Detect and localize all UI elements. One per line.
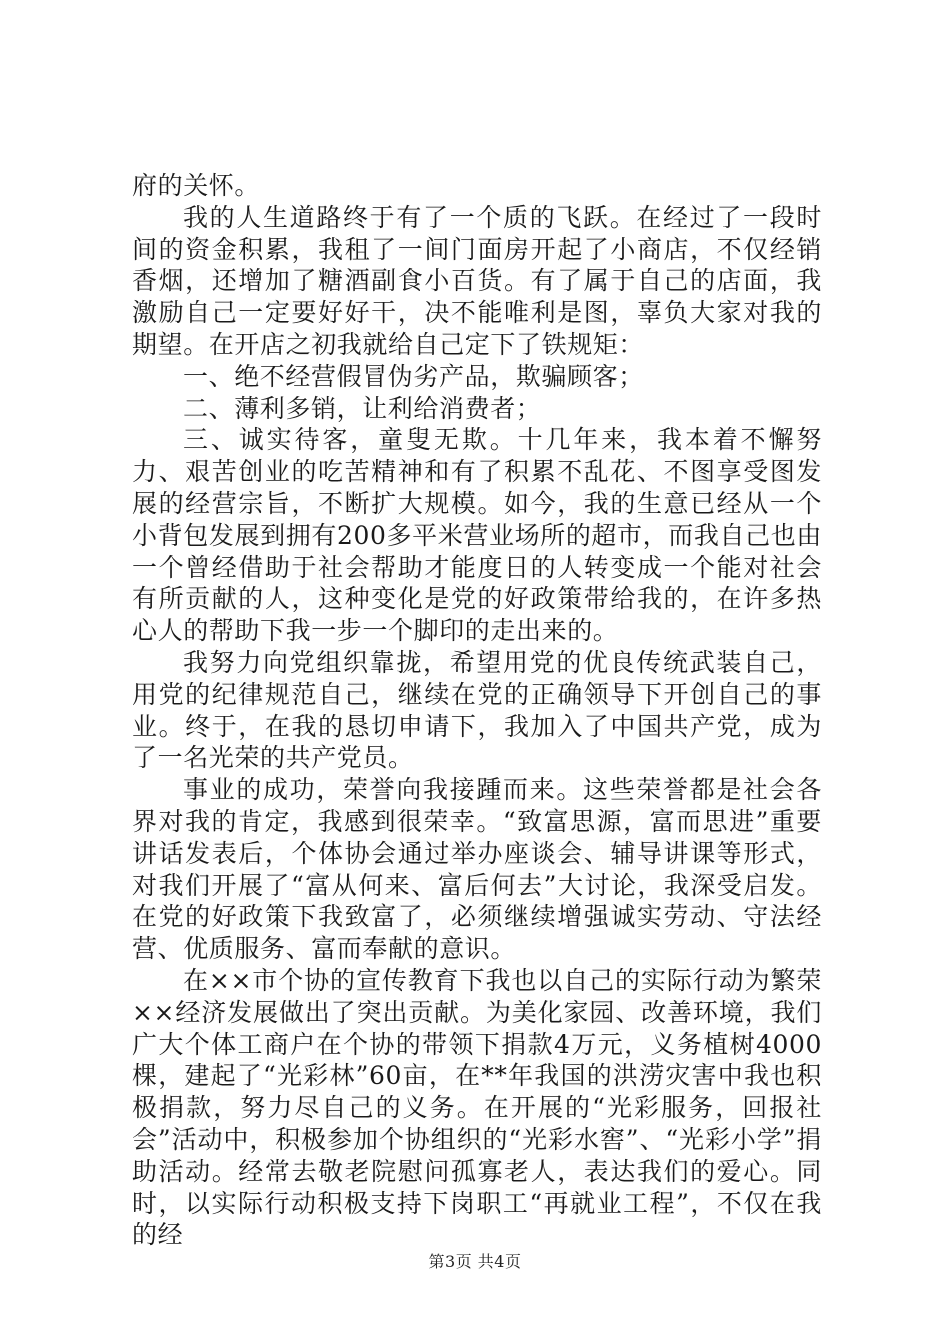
paragraph-5-rule-three: 三、诚实待客，童叟无欺。十几年来，我本着不懈努力、艰苦创业的吃苦精神和有了积累不乱花、不图享受图发展的经营宗旨，不断扩大规模。如今，我的生意已经从一个小背包发展到拥有200多平米营业场所的超市，而我自己也由一个曾经借助于社会帮助才能度日的人转变成一个能对社会有所贡献的人，这种变化是党的好政策带给我的，在许多热心人的帮助下我一步一个脚印的走出来的。 [132,425,822,646]
document-body [132,170,822,1251]
paragraph-2: 我的人生道路终于有了一个质的飞跃。在经过了一段时间的资金积累，我租了一间门面房开起了小商店，不仅经销香烟，还增加了糖酒副食小百货。有了属于自己的店面，我激励自己一定要好好干，决不能唯利是图，辜负大家对我的期望。在开店之初我就给自己定下了铁规矩： [132,202,822,359]
paragraph-8: 在××市个协的宣传教育下我也以自己的实际行动为繁荣××经济发展做出了突出贡献。为美化家园、改善环境，我们广大个体工商户在个协的带领下捐款4万元，义务植树4000棵，建起了“光彩林”60亩，在**年我国的洪涝灾害中我也积极捐款，努力尽自己的义务。在开展的“光彩服务，回报社会”活动中，积极参加个协组织的“光彩水窖”、“光彩小学”捐助活动。经常去敬老院慰问孤寡老人，表达我们的爱心。同时，以实际行动积极支持下岗职工“再就业工程”，不仅在我的经 [132,965,822,1250]
paragraph-3-rule-one: 一、绝不经营假冒伪劣产品，欺骗顾客； [183,361,644,391]
paragraph-4-rule-two: 二、薄利多销，让利给消费者； [183,393,542,423]
paragraph-6: 我努力向党组织靠拢，希望用党的优良传统武装自己，用党的纪律规范自己，继续在党的正确领导下开创自己的事业。终于，在我的恳切申请下，我加入了中国共产党，成为了一名光荣的共产党员。 [132,647,822,773]
page-number-footer: 第3页 共4页 [428,1252,522,1271]
paragraph-7: 事业的成功，荣誉向我接踵而来。这些荣誉都是社会各界对我的肯定，我感到很荣幸。“致富思源，富而思进”重要讲话发表后，个体协会通过举办座谈会、辅导讲课等形式，对我们开展了“富从何来、富后何去”大讨论，我深受启发。在党的好政策下我致富了，必须继续增强诚实劳动、守法经营、优质服务、富而奉献的意识。 [132,775,822,964]
paragraph-1: 府的关怀。 [132,171,261,200]
